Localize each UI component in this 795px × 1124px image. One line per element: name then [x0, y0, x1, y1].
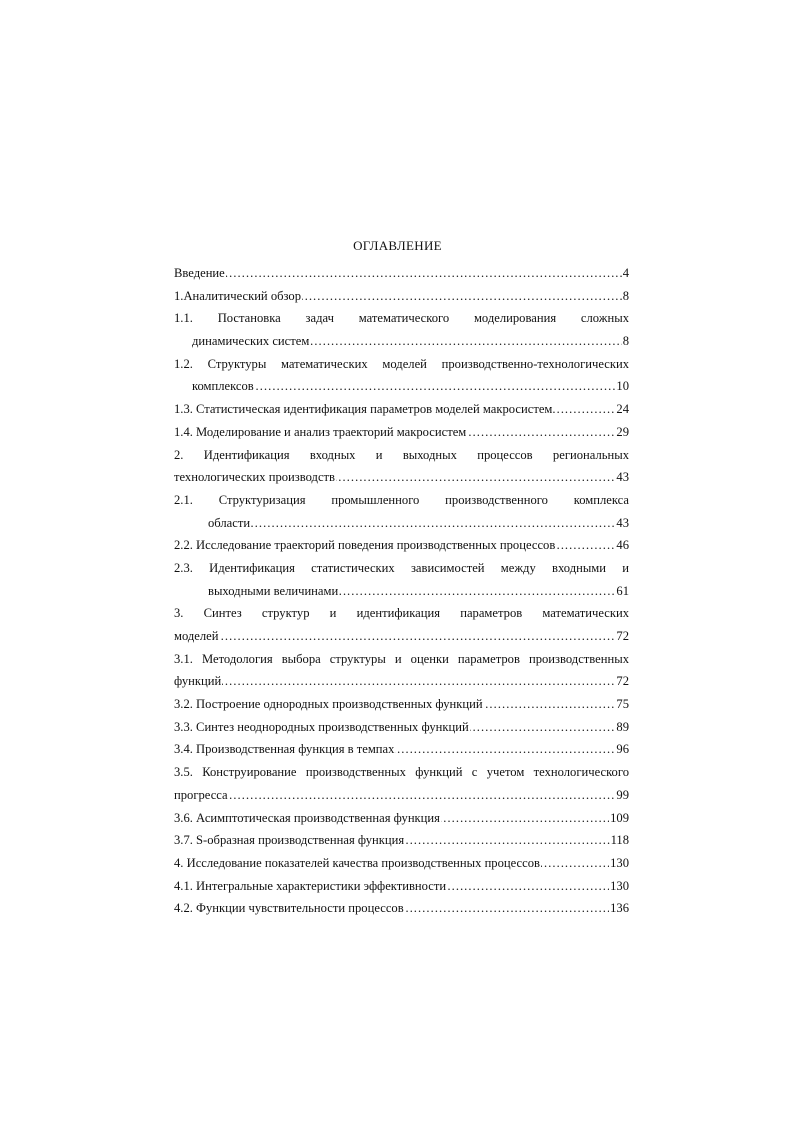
- toc-entry: 3.3. Синтез неоднородных производственных функций 89 ………………………………………………………………………………………………………………………………………………………………: [174, 716, 629, 739]
- toc-entry: моделей 72 ………………………………………………………………………………………………………………………………………………………………: [174, 625, 629, 648]
- toc-entry: функций 72 ………………………………………………………………………………………………………………………………………………………………: [174, 670, 629, 693]
- toc-entry: 1.2. Структуры математических моделей производственно-технологических: [174, 356, 629, 371]
- toc-entry: технологических производств 43 ………………………………………………………………………………………………………………………………………………………………: [174, 466, 629, 489]
- toc-entry: 3.5. Конструирование производственных функций с учетом технологического: [174, 765, 629, 780]
- toc-entry: 3.6. Асимптотическая производственная функция 109 ………………………………………………………………………………………………………………………………………………………………: [174, 807, 629, 830]
- toc-entry: области 43 ………………………………………………………………………………………………………………………………………………………………: [174, 512, 629, 535]
- toc-entry: Введение 4 ………………………………………………………………………………………………………………………………………………………………: [174, 262, 629, 285]
- toc-entry: 2.3. Идентификация статистических зависимостей между входными и: [174, 560, 629, 575]
- toc-entry: 2.1. Структуризация промышленного производственного комплекса: [174, 492, 629, 507]
- toc-entry: 2. Идентификация входных и выходных процессов региональных: [174, 447, 629, 462]
- toc-entry: выходными величинами 61 ………………………………………………………………………………………………………………………………………………………………: [174, 580, 629, 603]
- toc-entry: 4. Исследование показателей качества производственных процессов 130 ………………………………………………………………………………………………………………………………………………………………: [174, 852, 629, 875]
- toc-entry: динамических систем 8 ………………………………………………………………………………………………………………………………………………………………: [174, 330, 629, 353]
- toc-entry: 1.4. Моделирование и анализ траекторий макросистем 29 ………………………………………………………………………………………………………………………………………………………………: [174, 421, 629, 444]
- table-of-contents: [174, 262, 629, 920]
- toc-entry: 1.3. Статистическая идентификация параметров моделей макросистем 24 ………………………………………………………………………………………………………………………………………………………………: [174, 398, 629, 421]
- toc-entry: 4.2. Функции чувствительности процессов 136 ………………………………………………………………………………………………………………………………………………………………: [174, 897, 629, 920]
- toc-entry: 3. Синтез структур и идентификация параметров математических: [174, 606, 629, 621]
- page-title: ОГЛАВЛЕНИЕ: [353, 238, 442, 253]
- toc-entry: 3.7. S-образная производственная функция 118 ………………………………………………………………………………………………………………………………………………………………: [174, 829, 629, 852]
- toc-entry: 3.2. Построение однородных производственных функций 75 ………………………………………………………………………………………………………………………………………………………………: [174, 693, 629, 716]
- toc-entry: 1.Аналитический обзор 8 ………………………………………………………………………………………………………………………………………………………………: [174, 285, 629, 308]
- toc-entry: прогресса 99 ………………………………………………………………………………………………………………………………………………………………: [174, 784, 629, 807]
- toc-entry: 4.1. Интегральные характеристики эффективности 130 ………………………………………………………………………………………………………………………………………………………………: [174, 875, 629, 898]
- toc-entry: 3.1. Методология выбора структуры и оценки параметров производственных: [174, 651, 629, 666]
- toc-entry: 3.4. Производственная функция в темпах 96 ………………………………………………………………………………………………………………………………………………………………: [174, 738, 629, 761]
- toc-entry: 1.1. Постановка задач математического моделирования сложных: [174, 311, 629, 326]
- toc-entry: комплексов 10 ………………………………………………………………………………………………………………………………………………………………: [174, 375, 629, 398]
- toc-entry: 2.2. Исследование траекторий поведения производственных процессов 46 ………………………………………………………………………………………………………………………………………………………………: [174, 534, 629, 557]
